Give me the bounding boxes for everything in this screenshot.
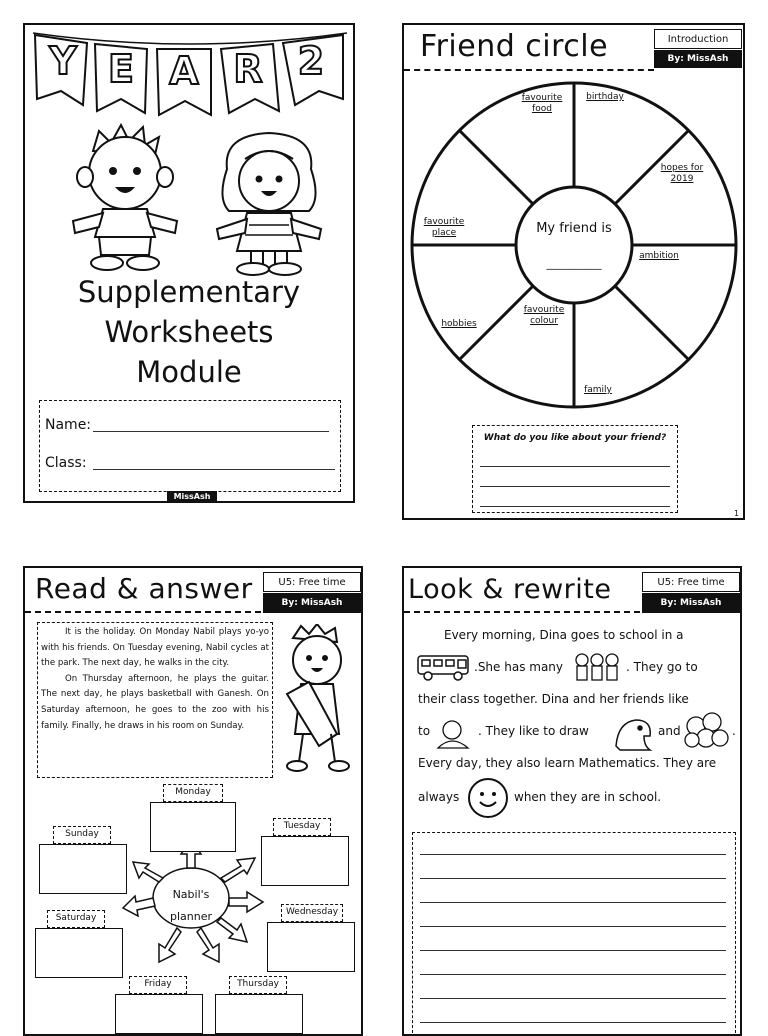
answer-line-1[interactable]	[480, 466, 670, 467]
day-label-friday: Friday	[129, 976, 187, 994]
answer-line-2[interactable]	[480, 486, 670, 487]
student-info-box	[39, 400, 341, 492]
look-rewrite-title: Look & rewrite	[408, 574, 612, 605]
story-paragraph-1: It is the holiday. On Monday Nabil plays yo-yo with his friends. On Tuesday evening, Nabil cycles at the park. The next day, he walks in the city.	[41, 627, 269, 669]
segment-favourite-place: favourite place	[423, 217, 465, 238]
unit-tag: U5: Free time	[642, 572, 740, 592]
school-bus-icon	[416, 652, 474, 682]
friday-answer-box[interactable]	[115, 994, 203, 1034]
page-number: 1	[734, 509, 740, 518]
read-answer-page	[23, 566, 363, 1036]
unit-tag: U5: Free time	[263, 572, 361, 592]
rewrite-line-7[interactable]	[420, 998, 726, 999]
cover-author-badge: MissAsh	[167, 491, 217, 503]
answer-line-3[interactable]	[480, 506, 670, 507]
sentence-line-4a: to	[418, 724, 431, 738]
dinosaur-icon	[610, 712, 658, 754]
bunting-letter-y: Y	[49, 39, 77, 83]
sentence-line-4c: and	[658, 724, 681, 738]
day-label-wednesday: Wednesday	[281, 904, 343, 922]
girl-illustration	[205, 129, 335, 279]
segment-favourite-food: favourite food	[521, 93, 563, 114]
segment-ambition: ambition	[639, 251, 679, 261]
rewrite-line-8[interactable]	[420, 1022, 726, 1023]
wheel-center-blank[interactable]: __________	[546, 257, 602, 270]
class-label: Class:	[45, 455, 87, 471]
name-label: Name:	[45, 417, 92, 433]
friends-icon	[572, 652, 622, 688]
title-underline	[25, 611, 261, 613]
cover-page	[23, 23, 355, 503]
friend-wheel	[404, 75, 744, 415]
wheel-center-label: My friend is	[536, 221, 612, 236]
segment-hobbies: hobbies	[441, 319, 477, 329]
class-field[interactable]	[93, 469, 335, 470]
rewrite-line-3[interactable]	[420, 902, 726, 903]
sunday-answer-box[interactable]	[39, 844, 127, 894]
story-paragraph-2: On Thursday afternoon, he plays the guitar. The next day, he plays basketball with Ganesh. On Saturday afternoon, he goes to the zoo with his family. Finally, he draws in his room on Sunday.	[41, 673, 269, 731]
bunting-letter-2: 2	[297, 39, 325, 83]
wednesday-answer-box[interactable]	[267, 922, 355, 972]
name-field[interactable]	[93, 431, 329, 432]
day-label-tuesday: Tuesday	[273, 818, 331, 836]
rewrite-line-2[interactable]	[420, 878, 726, 879]
title-underline	[404, 69, 654, 71]
rewrite-line-6[interactable]	[420, 974, 726, 975]
cover-title-line-3: Module	[136, 355, 242, 389]
boy-illustration	[63, 121, 183, 271]
author-tag: By: MissAsh	[263, 593, 361, 613]
friend-question: What do you like about your friend?	[483, 433, 667, 443]
day-label-saturday: Saturday	[47, 910, 105, 928]
sentence-line-6b: when they are in school.	[514, 790, 662, 804]
day-label-monday: Monday	[163, 784, 223, 802]
segment-birthday: birthday	[586, 92, 624, 102]
sentence-line-5: Every day, they also learn Mathematics. They are	[418, 756, 717, 770]
planner-center-line-1: Nabil's	[172, 888, 210, 901]
tuesday-answer-box[interactable]	[261, 836, 349, 886]
day-label-sunday: Sunday	[53, 826, 111, 844]
sentence-line-3: their class together. Dina and her friends like	[418, 692, 689, 706]
title-underline	[404, 611, 640, 613]
planner-center-line-2: planner	[169, 910, 212, 923]
sentence-line-4b: . They like to draw	[478, 724, 589, 738]
sentence-line-2b: . They go to	[626, 660, 698, 674]
rewrite-line-5[interactable]	[420, 950, 726, 951]
look-rewrite-page	[402, 566, 742, 1036]
unit-tag: Introduction	[654, 29, 742, 49]
segment-family: family	[584, 385, 612, 395]
saturday-answer-box[interactable]	[35, 928, 123, 978]
sentence-line-2a: .She has many	[474, 660, 564, 674]
friend-circle-page	[402, 23, 745, 520]
segment-favourite-colour: favourite colour	[523, 305, 565, 326]
bunting-letter-a: A	[169, 49, 199, 93]
author-tag: By: MissAsh	[654, 50, 742, 68]
boy-with-box-illustration	[279, 624, 359, 774]
rewrite-line-1[interactable]	[420, 854, 726, 855]
segment-hopes: hopes for 2019	[660, 163, 704, 184]
thursday-answer-box[interactable]	[215, 994, 303, 1034]
flowers-icon	[680, 712, 732, 754]
sentence-line-6a: always	[418, 790, 460, 804]
sentence-line-1: Every morning, Dina goes to school in a	[444, 628, 684, 642]
monday-answer-box[interactable]	[150, 802, 236, 852]
day-label-thursday: Thursday	[229, 976, 287, 994]
cover-title-line-1: Supplementary	[77, 275, 301, 309]
rewrite-line-4[interactable]	[420, 926, 726, 927]
friend-circle-title: Friend circle	[420, 29, 609, 64]
sentence-line-4d: .	[732, 724, 736, 738]
story-text	[41, 625, 269, 734]
sleeping-girl-icon	[434, 718, 474, 752]
bunting-letter-e: E	[108, 47, 134, 91]
author-tag: By: MissAsh	[642, 593, 740, 613]
cover-title-line-2: Worksheets	[104, 315, 274, 349]
rewrite-box	[412, 832, 736, 1036]
smiley-icon	[466, 776, 510, 820]
read-answer-title: Read & answer	[35, 572, 253, 605]
bunting-letter-r: R	[233, 47, 263, 91]
